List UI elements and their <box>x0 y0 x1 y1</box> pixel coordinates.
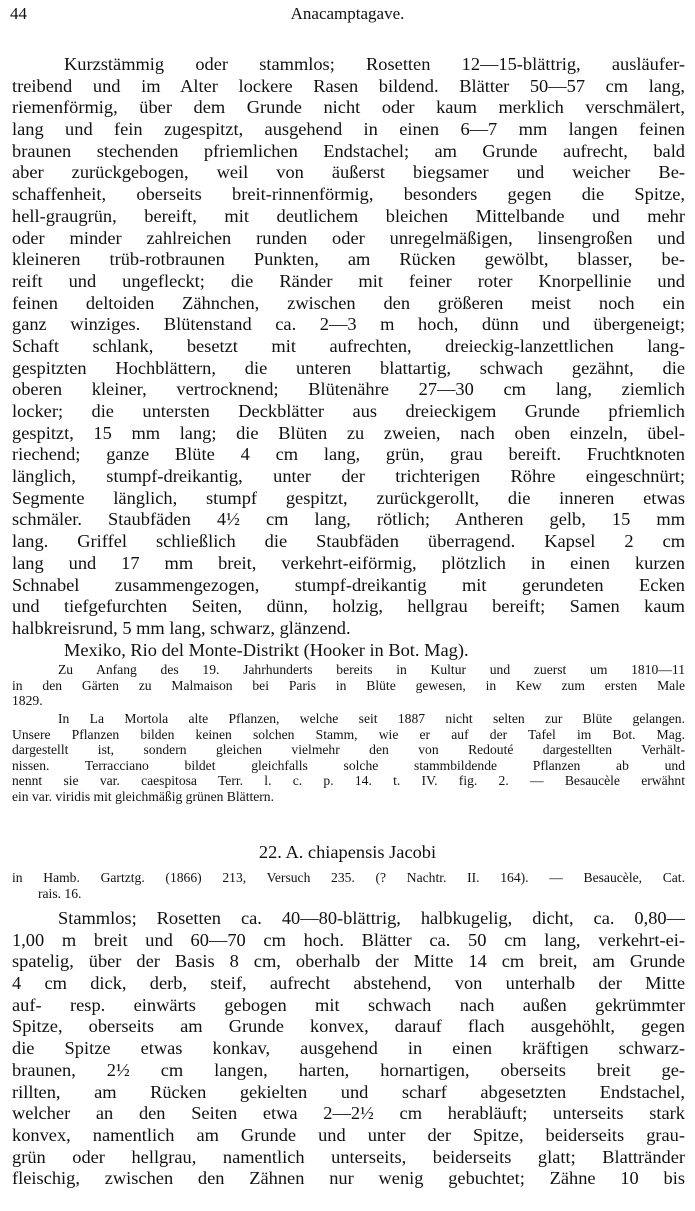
page-number: 44 <box>10 4 27 23</box>
text-line: gespitzten Hochblättern, die unteren blattartig, schwach gezähnt, die <box>12 357 685 378</box>
text-line: rillten, am Rücken gekielten und scharf abgesetzten Endstachel, <box>12 1081 685 1102</box>
text-line: fleischig, zwischen den Zähnen nur wenig gebuchtet; Zähne 10 bis <box>12 1168 685 1189</box>
note-line: nissen. Terracciano bildet gleichfalls solche stammbildende Pflanzen ab und <box>12 757 685 773</box>
text-line: halbkreisrund, 5 mm lang, schwarz, glänzend. <box>12 617 351 638</box>
text-line: riemenförmig, über dem Grunde nicht oder kaum merklich verschmälert, <box>12 97 685 118</box>
text-line: die Spitze etwas konkav, ausgehend in einen kräftigen schwarz- <box>12 1038 685 1059</box>
reference-line: in Hamb. Gartztg. (1866) 213, Versuch 235. (? Nachtr. II. 164). — Besaucèle, Cat. <box>12 870 685 885</box>
reference-line: rais. 16. <box>38 885 82 901</box>
section-heading: 22. A. chiapensis Jacobi <box>258 842 437 862</box>
text-line: schaffenheit, oberseits breit-rinnenförmig, besonders gegen die Spitze, <box>12 184 685 205</box>
text-line: 1,00 m breit und 60—70 cm hoch. Blätter ca. 50 cm lang, verkehrt-ei- <box>12 929 685 950</box>
text-line: lang und fein zugespitzt, ausgehend in einen 6—7 mm langen feinen <box>12 119 685 140</box>
text-line: lang und 17 mm breit, verkehrt-eiförmig, plötzlich in einen kurzen <box>12 552 685 573</box>
text-line: ganz winziges. Blütenstand ca. 2—3 m hoch, dünn und übergeneigt; <box>12 314 685 335</box>
text-line: oberen kleiner, vertrocknend; Blütenähre 27—30 cm lang, ziemlich <box>12 379 685 400</box>
text-line: oder minder zahlreichen runden oder unregelmäßigen, linsengroßen und <box>12 227 685 248</box>
text-line: 4 cm dick, derb, steif, aufrecht abstehend, von unterhalb der Mitte <box>12 973 685 994</box>
text-line: riechend; ganze Blüte 4 cm lang, grün, grau bereift. Fruchtknoten <box>12 444 685 465</box>
text-line: und tiefgefurchten Seiten, dünn, holzig, hellgrau bereift; Samen kaum <box>12 596 685 617</box>
species-description <box>12 908 685 1190</box>
text-line: braunen, 2½ cm langen, harten, hornartigen, oberseits breit ge- <box>12 1059 685 1080</box>
text-line: Schnabel zusammengezogen, stumpf-dreikantig mit gerundeten Ecken <box>12 574 685 595</box>
text-line: welcher an den Seiten etwa 2—2½ cm herabläuft; unterseits stark <box>12 1103 685 1124</box>
text-line: braunen stechenden pfriemlichen Endstachel; am Grunde aufrecht, bald <box>12 140 685 161</box>
note-line: Unsere Pflanzen bilden keinen solchen Stamm, wie er auf der Tafel im Bot. Mag. <box>12 726 685 742</box>
note-line: ein var. viridis mit gleichmäßig grünen Blättern. <box>12 788 274 804</box>
text-line: konvex, namentlich am Grunde und unter der Spitze, beiderseits grau- <box>12 1124 685 1145</box>
text-line: Spitze, oberseits am Grunde konvex, darauf flach ausgehöhlt, gegen <box>12 1016 685 1037</box>
note-line: Zu Anfang des 19. Jahrhunderts bereits in Kultur und zuerst um 1810—11 <box>58 662 685 677</box>
note-line: nennt sie var. caespitosa Terr. l. c. p. 14. t. IV. fig. 2. — Besaucèle erwähnt <box>12 773 685 789</box>
text-line: lang. Griffel schließlich die Staubfäden überragend. Kapsel 2 cm <box>12 531 685 552</box>
text-line: Segmente länglich, stumpf gespitzt, zurückgerollt, die inneren etwas <box>12 487 685 508</box>
page-header <box>10 4 685 30</box>
text-line: locker; die untersten Deckblätter aus dreieckigem Grunde pfriemlich <box>12 401 685 421</box>
note-line: in den Gärten zu Malmaison bei Paris in Blüte gewesen, in Kew zum ersten Male <box>12 677 685 693</box>
text-line: Schaft schlank, besetzt mit aufrechten, dreieckig-lanzettlichen lang- <box>12 335 685 356</box>
text-line: auf- resp. einwärts gebogen mit schwach nach außen gekrümmter <box>12 994 685 1015</box>
text-line: grün oder hellgrau, namentlich unterseits, beiderseits glatt; Blattränder <box>12 1146 685 1167</box>
text-line: aber zurückgebogen, weil von äußerst biegsamer und weicher Be- <box>12 162 685 183</box>
text-line: schmäler. Staubfäden 4½ cm lang, rötlich; Antheren gelb, 15 mm <box>12 509 685 530</box>
text-line: hell-graugrün, bereift, mit deutlichem bleichen Mittelbande und mehr <box>12 205 685 226</box>
note-line: dargestellt ist, sondern gleichen vielmehr den von Redouté dargestellten Verhält- <box>12 742 685 758</box>
text-line: Stammlos; Rosetten ca. 40—80-blättrig, halbkugelig, dicht, ca. 0,80— <box>58 908 685 928</box>
locality-line: Mexiko, Rio del Monte-Distrikt (Hooker in Bot. Mag). <box>64 639 469 660</box>
note-line: 1829. <box>12 693 43 709</box>
running-title: Anacamptagave. <box>290 4 405 23</box>
text-line: Kurzstämmig oder stammlos; Rosetten 12—15-blättrig, ausläufer- <box>64 54 685 74</box>
text-line: kleineren trüb-rotbraunen Punkten, am Rücken gewölbt, blasser, be- <box>12 249 685 270</box>
text-line: gespitzt, 15 mm lang; die Blüten zu zweien, nach oben einzeln, übel- <box>12 422 685 443</box>
text-line: treibend und im Alter lockere Rasen bildend. Blätter 50—57 cm lang, <box>12 75 685 96</box>
text-line: spatelig, über der Basis 8 cm, oberhalb der Mitte 14 cm breit, am Grunde <box>12 951 685 972</box>
text-line: feinen deltoiden Zähnchen, zwischen den größeren meist noch ein <box>12 292 685 313</box>
cultivation-note <box>12 711 685 805</box>
history-note <box>12 662 685 709</box>
text-line: reift und ungefleckt; die Ränder mit feiner roter Knorpellinie und <box>12 270 685 291</box>
text-line: länglich, stumpf-dreikantig, unter der trichterigen Röhre eingeschnürt; <box>12 466 685 487</box>
literature-reference <box>12 870 685 901</box>
note-line: In La Mortola alte Pflanzen, welche seit 1887 nicht selten zur Blüte gelangen. <box>58 711 685 726</box>
description-paragraph <box>12 54 685 661</box>
